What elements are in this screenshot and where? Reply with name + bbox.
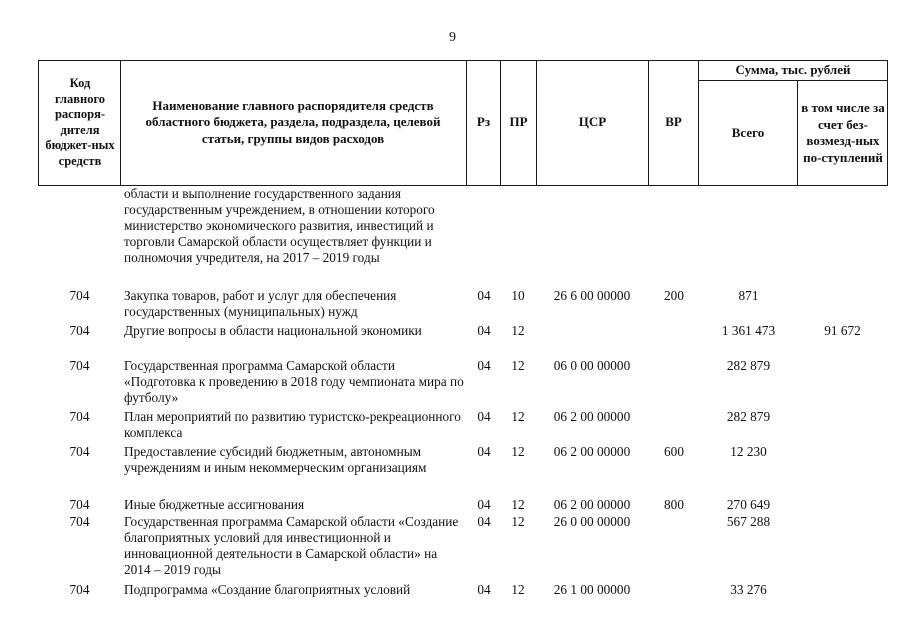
- row-code: 704: [69, 288, 90, 303]
- row-rz: 04: [477, 497, 491, 512]
- row-total: 33 276: [730, 582, 767, 597]
- header-rz: Рз: [476, 114, 491, 130]
- row-name: Предоставление субсидий бюджетным, автономным учреждениям и иным некоммерческим организациям: [124, 444, 427, 475]
- row-csr: 06 2 00 00000: [553, 409, 631, 424]
- header-pr: ПР: [509, 114, 528, 130]
- row-code: 704: [69, 409, 90, 424]
- row-csr: 26 1 00 00000: [553, 582, 631, 597]
- row-name: Государственная программа Самарской области «Создание благоприятных условий для инвестиционной и инновационной деятельности в Самарской области» на 2014 – 2019 годы: [124, 514, 459, 577]
- row-vr: 800: [664, 497, 684, 512]
- row-code: 704: [69, 444, 90, 459]
- row-pr: 12: [511, 444, 525, 459]
- row-csr: 26 6 00 00000: [553, 288, 631, 303]
- row-name: Государственная программа Самарской области «Подготовка к проведению в 2018 году чемпионата мира по футболу»: [124, 358, 464, 405]
- row-code: 704: [69, 358, 90, 373]
- header-sep-7: [797, 80, 798, 186]
- row-rz: 04: [477, 409, 491, 424]
- row-total: 567 288: [726, 514, 771, 529]
- row-name: Другие вопросы в области национальной экономики: [124, 323, 422, 338]
- row-rz: 04: [477, 514, 491, 529]
- header-border-left: [38, 60, 39, 186]
- header-border-right: [887, 60, 888, 186]
- row-pr: 12: [511, 514, 525, 529]
- row-total: 12 230: [730, 444, 767, 459]
- row-code: 704: [69, 514, 90, 529]
- row-name: области и выполнение государственного задания государственным учреждением, в отношении которого министерство экономического развития, инвестиций и торговли Самарской области осуществляет функции и полномочия учредителя, на 2017 – 2019 годы: [124, 186, 435, 265]
- row-code: 704: [69, 497, 90, 512]
- row-rz: 04: [477, 358, 491, 373]
- header-vr: ВР: [665, 114, 682, 130]
- header-sum: Сумма, тыс. рублей: [735, 61, 851, 77]
- row-csr: 06 2 00 00000: [553, 444, 631, 459]
- row-total: 871: [738, 288, 759, 303]
- page-number: 9: [449, 30, 456, 45]
- row-csr: 26 0 00 00000: [553, 514, 631, 529]
- row-free: 91 672: [824, 323, 861, 338]
- row-name: Подпрограмма «Создание благоприятных условий: [124, 582, 411, 597]
- row-total: 1 361 473: [721, 323, 776, 338]
- row-name: Закупка товаров, работ и услуг для обеспечения государственных (муниципальных) нужд: [124, 288, 397, 319]
- row-code: 704: [69, 582, 90, 597]
- row-pr: 12: [511, 409, 525, 424]
- row-rz: 04: [477, 444, 491, 459]
- row-pr: 10: [511, 288, 525, 303]
- row-csr: 06 0 00 00000: [553, 358, 631, 373]
- header-sep-1: [120, 60, 121, 186]
- row-name: План мероприятий по развитию туристско-рекреационного комплекса: [124, 409, 461, 440]
- header-name: Наименование главного распорядителя средств областного бюджета, раздела, подраздела, целевой статьи, группы видов расходов: [145, 97, 441, 146]
- row-vr: 600: [664, 444, 684, 459]
- row-pr: 12: [511, 582, 525, 597]
- row-total: 282 879: [726, 409, 771, 424]
- header-free: в том числе за счет без-возмезд-ных по-ступлений: [801, 100, 885, 165]
- row-rz: 04: [477, 288, 491, 303]
- row-csr: 06 2 00 00000: [553, 497, 631, 512]
- row-total: 270 649: [726, 497, 771, 512]
- header-csr: ЦСР: [578, 114, 607, 130]
- header-code: Код главного распоря-дителя бюджет-ных средств: [45, 76, 115, 168]
- row-rz: 04: [477, 582, 491, 597]
- row-pr: 12: [511, 323, 525, 338]
- row-code: 704: [69, 323, 90, 338]
- row-total: 282 879: [726, 358, 771, 373]
- table-header: [38, 60, 888, 186]
- row-vr: 200: [664, 288, 684, 303]
- header-total: Всего: [731, 124, 765, 140]
- row-pr: 12: [511, 358, 525, 373]
- row-name: Иные бюджетные ассигнования: [124, 497, 305, 512]
- row-pr: 12: [511, 497, 525, 512]
- row-rz: 04: [477, 323, 491, 338]
